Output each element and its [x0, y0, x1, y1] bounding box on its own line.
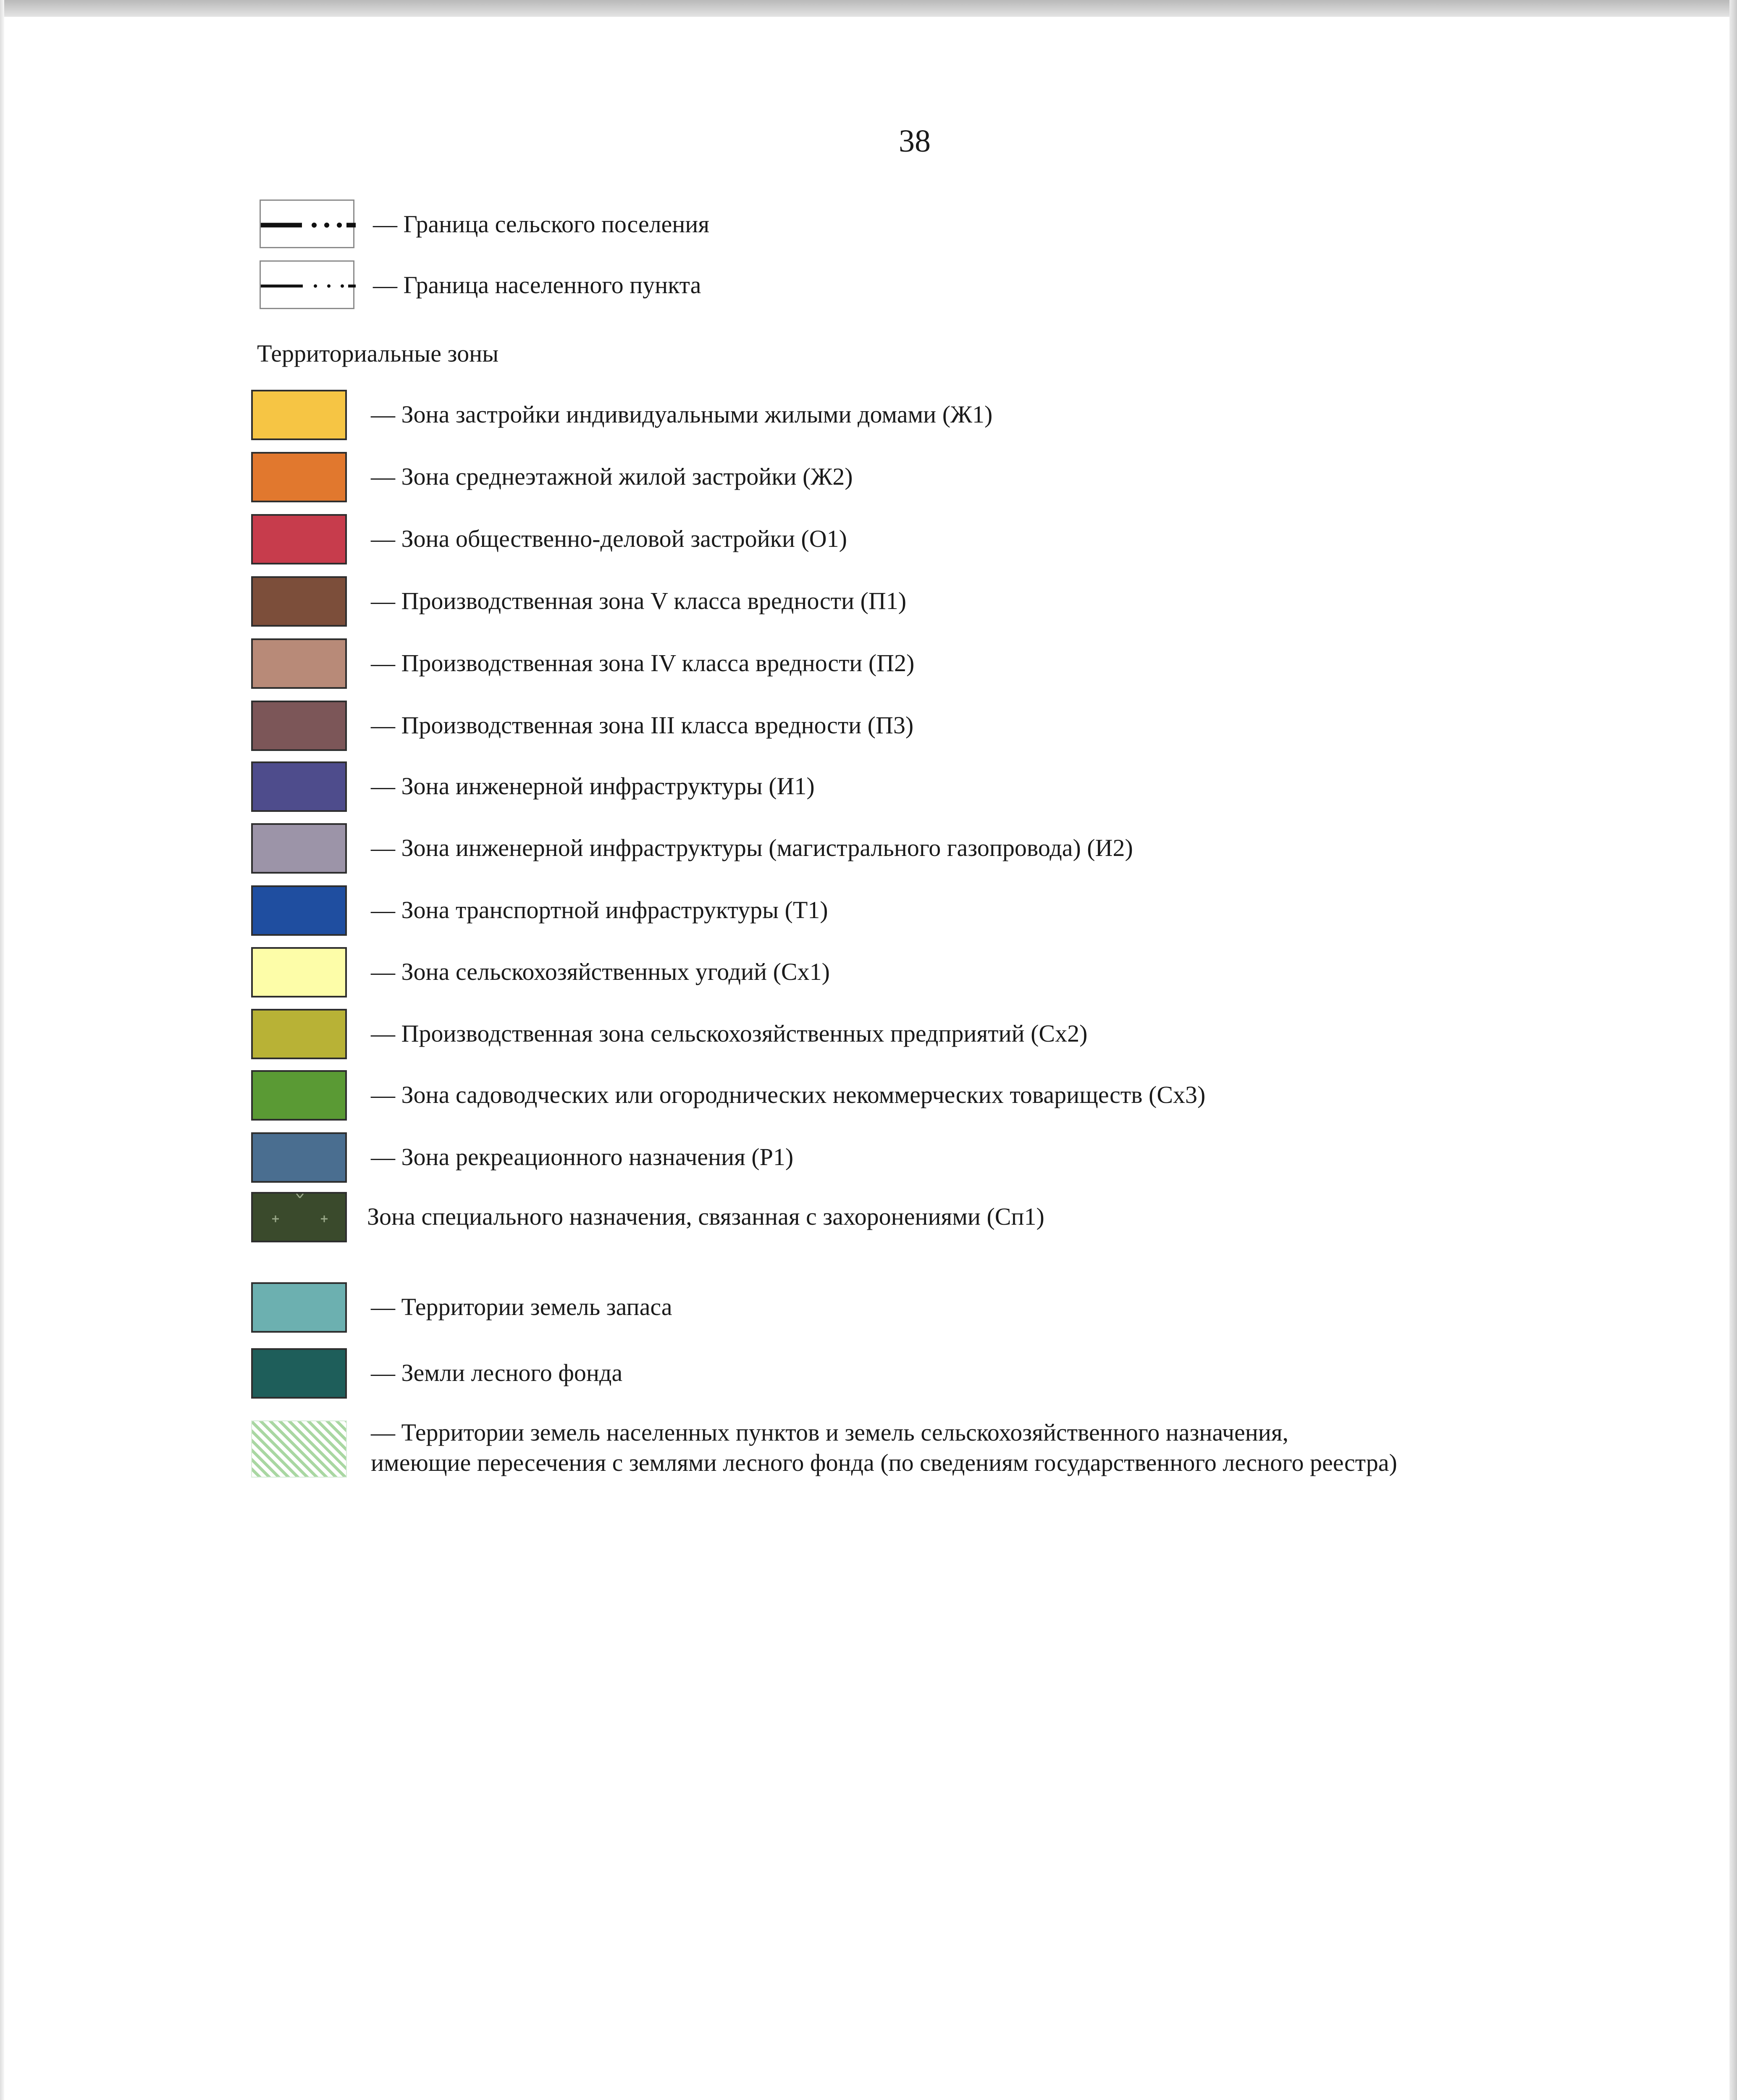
zone-swatch	[251, 1070, 347, 1121]
legend-label: — Производственная зона III класса вредности (П3)	[371, 711, 914, 739]
zone-swatch	[251, 701, 347, 751]
zone-swatch	[251, 947, 347, 998]
hatch-swatch	[251, 1420, 347, 1478]
scan-edge-left	[0, 0, 4, 2100]
zone-swatch	[251, 390, 347, 440]
legend-label: Зона специального назначения, связанная с захоронениями (Сп1)	[367, 1203, 1044, 1230]
zone-swatch	[251, 576, 347, 627]
locality-boundary-line-icon	[260, 260, 354, 309]
legend-label-multiline	[371, 1420, 1397, 1475]
legend-label: — Зона садоводческих или огороднических некоммерческих товариществ (Сх3)	[371, 1081, 1206, 1108]
zone-swatch	[251, 1009, 347, 1059]
zone-swatch	[251, 638, 347, 689]
zone-swatch	[251, 761, 347, 812]
zone-swatch-cross-pattern	[251, 1192, 347, 1242]
zone-swatch	[251, 452, 347, 502]
legend-label: — Производственная зона IV класса вредности (П2)	[371, 649, 915, 677]
legend-label-line-1: — Территории земель населенных пунктов и земель сельскохозяйственного назначения,	[371, 1419, 1289, 1446]
legend-label: — Граница сельского поселения	[373, 210, 710, 238]
zone-swatch	[251, 1348, 347, 1399]
legend-label: — Зона общественно-деловой застройки (О1)	[371, 525, 847, 552]
zone-swatch	[251, 885, 347, 936]
zone-swatch	[251, 1282, 347, 1333]
legend-label: — Производственная зона V класса вредности (П1)	[371, 587, 907, 614]
legend-label: — Производственная зона сельскохозяйственных предприятий (Сх2)	[371, 1020, 1088, 1047]
legend-label: — Зона транспортной инфраструктуры (Т1)	[371, 896, 828, 924]
section-title: Территориальные зоны	[257, 340, 499, 367]
page-number: 38	[899, 123, 931, 159]
legend-label: — Земли лесного фонда	[371, 1359, 623, 1386]
legend-label: — Зона рекреационного назначения (Р1)	[371, 1143, 794, 1171]
scan-edge-right	[1729, 0, 1737, 2100]
legend-label: — Зона сельскохозяйственных угодий (Сх1)	[371, 958, 830, 985]
zone-swatch	[251, 1132, 347, 1183]
legend-label: — Зона инженерной инфраструктуры (магистрального газопровода) (И2)	[371, 834, 1133, 861]
zone-swatch	[251, 823, 347, 874]
legend-label: — Зона среднеэтажной жилой застройки (Ж2)	[371, 463, 853, 490]
zone-swatch	[251, 514, 347, 564]
scan-edge-top	[0, 0, 1737, 17]
legend-label-line-2: имеющие пересечения с землями лесного фонда (по сведениям государственного лесного реестра)	[371, 1449, 1397, 1476]
settlement-boundary-line-icon	[260, 200, 354, 248]
legend-label: — Зона инженерной инфраструктуры (И1)	[371, 772, 815, 800]
legend-label: — Зона застройки индивидуальными жилыми домами (Ж1)	[371, 401, 993, 428]
legend-label: — Граница населенного пункта	[373, 271, 701, 299]
legend-label: — Территории земель запаса	[371, 1293, 672, 1320]
